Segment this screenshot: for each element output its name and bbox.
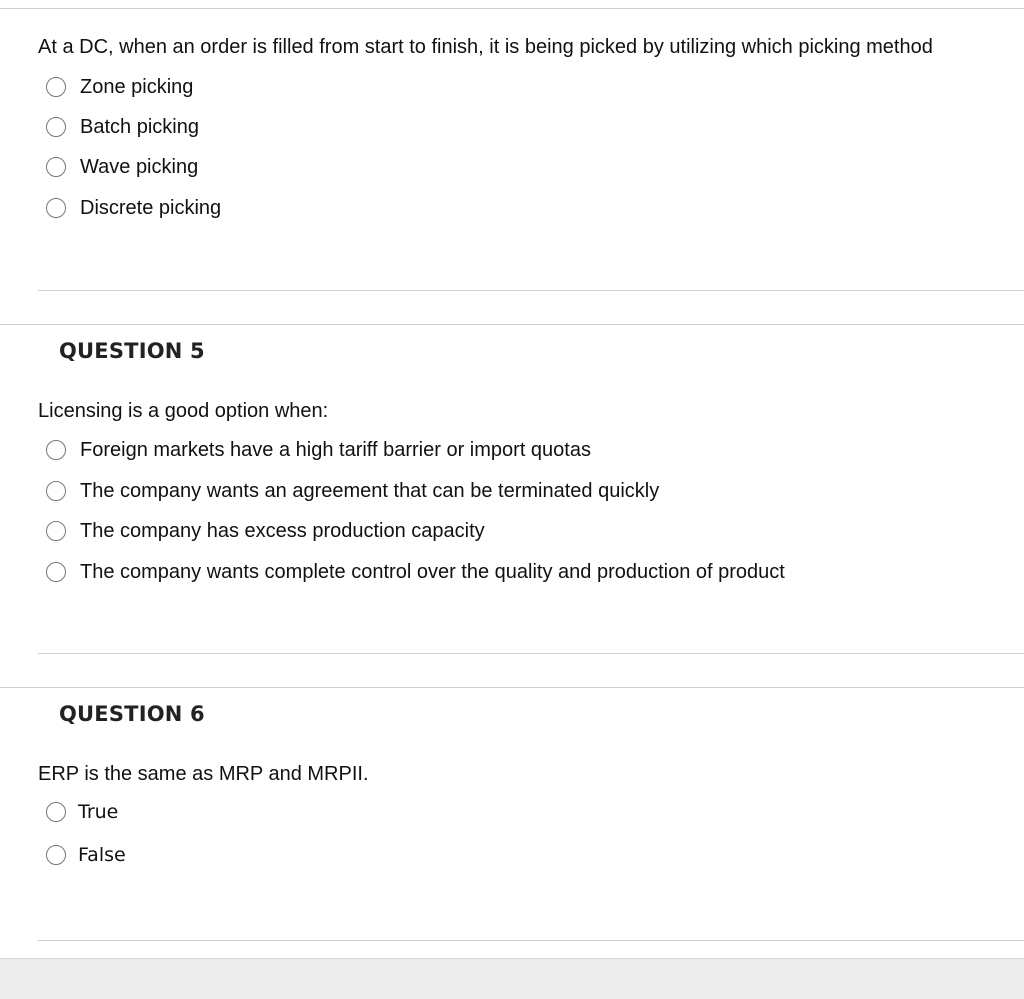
question5-prompt: Licensing is a good option when:: [38, 400, 329, 422]
option-label: Discrete picking: [80, 196, 222, 219]
question6-option-true[interactable]: [46, 796, 118, 828]
question5-top-divider: [0, 324, 1024, 325]
question5-option-4[interactable]: [46, 556, 785, 588]
option-label: Wave picking: [80, 155, 199, 178]
radio-unselected-icon[interactable]: [46, 198, 66, 218]
question6-bottom-divider: [38, 940, 1024, 941]
option-label: The company has excess production capacity: [80, 519, 485, 542]
radio-unselected-icon[interactable]: [46, 157, 66, 177]
option-label: True: [78, 801, 119, 823]
radio-unselected-icon[interactable]: [46, 117, 66, 137]
radio-unselected-icon[interactable]: [46, 845, 66, 865]
question4-option-batch-picking[interactable]: [46, 111, 199, 143]
question5-bottom-divider: [38, 653, 1024, 654]
question6-prompt: ERP is the same as MRP and MRPII.: [38, 763, 369, 785]
question4-prompt: At a DC, when an order is filled from start to finish, it is being picked by utilizing which picking method: [38, 36, 933, 58]
radio-unselected-icon[interactable]: [46, 521, 66, 541]
question4-option-discrete-picking[interactable]: [46, 192, 221, 224]
question5-heading: QUESTION 5: [59, 339, 205, 363]
option-label: The company wants an agreement that can be terminated quickly: [80, 479, 660, 502]
option-label: Zone picking: [80, 75, 194, 98]
option-label: Foreign markets have a high tariff barrier or import quotas: [80, 438, 591, 461]
question5-option-1[interactable]: [46, 434, 591, 466]
radio-unselected-icon[interactable]: [46, 440, 66, 460]
question5-option-2[interactable]: [46, 475, 659, 507]
radio-unselected-icon[interactable]: [46, 481, 66, 501]
question6-option-false[interactable]: [46, 839, 126, 871]
footer-bar: [0, 958, 1024, 999]
top-divider: [0, 8, 1024, 9]
question4-option-zone-picking[interactable]: [46, 71, 193, 103]
option-label: The company wants complete control over the quality and production of product: [80, 560, 785, 583]
question6-top-divider: [0, 687, 1024, 688]
radio-unselected-icon[interactable]: [46, 562, 66, 582]
radio-unselected-icon[interactable]: [46, 77, 66, 97]
question6-heading: QUESTION 6: [59, 702, 205, 726]
question4-option-wave-picking[interactable]: [46, 151, 198, 183]
option-label: False: [78, 844, 126, 866]
radio-unselected-icon[interactable]: [46, 802, 66, 822]
question4-bottom-divider: [38, 290, 1024, 291]
option-label: Batch picking: [80, 115, 199, 138]
question5-option-3[interactable]: [46, 515, 485, 547]
